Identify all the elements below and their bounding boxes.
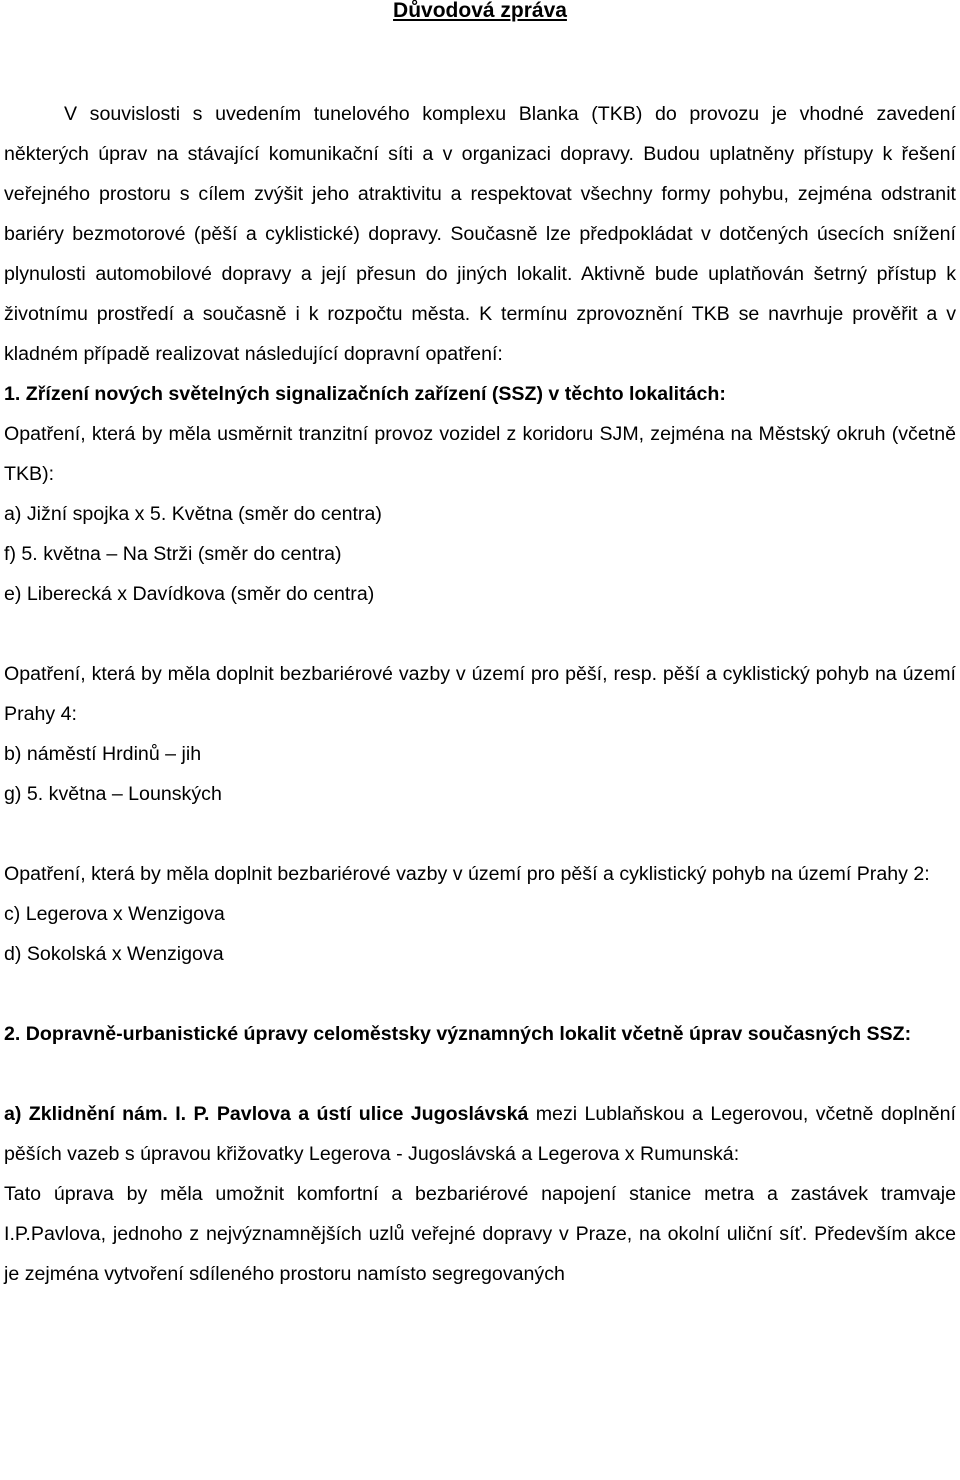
section-2-item-a-text: mezi Lublaňskou a Legerovou, včetně doplnění pěších vazeb s úpravou křižovatky Legerova - Jugoslávská a Legerova x Rumunská:	[4, 1103, 956, 1165]
document-title: Důvodová zpráva	[393, 0, 567, 22]
section-2-item-a-title: a) Zklidnění nám. I. P. Pavlova a ústí ulice Jugoslávská	[4, 1103, 529, 1125]
intro-paragraph: V souvislosti s uvedením tunelového komplexu Blanka (TKB) do provozu je vhodné zavedení některých úprav na stávající komunikační síti a v organizaci dopravy. Budou uplatněny přístupy k řešení veřejného prostoru s cílem zvýšit jeho atraktivitu a respektovat všechny formy pohybu, zejména odstranit bariéry bezmotorové (pěší a cyklistické) dopravy. Současně lze předpokládat v dotčených úsecích snížení plynulosti automobilové dopravy a její přesun do jiných lokalit. Aktivně bude uplatňován šetrný přístup k životnímu prostředí a současně i k rozpočtu města. K termínu zprovoznění TKB se navrhuje prověřit a v kladném případě realizovat následující dopravní opatření:	[4, 103, 956, 365]
list-item: e) Liberecká x Davídkova (směr do centra)	[4, 583, 375, 605]
section-2-item-a	[4, 1094, 956, 1174]
section-2-paragraph: Tato úprava by měla umožnit komfortní a bezbariérové napojení stanice metra a zastávek tramvaje I.P.Pavlova, jednoho z nejvýznamnějších uzlů veřejné dopravy v Praze, na okolní uliční síť. Především akce je zejména vytvoření sdíleného prostoru namísto segregovaných	[4, 1183, 956, 1285]
paragraph-gap	[4, 814, 956, 854]
paragraph-gap	[4, 974, 956, 1014]
section-1-group-1-text: Opatření, která by měla usměrnit tranzitní provoz vozidel z koridoru SJM, zejména na Městský okruh (včetně TKB):	[4, 423, 956, 485]
list-item: c) Legerova x Wenzigova	[4, 903, 225, 925]
list-item: d) Sokolská x Wenzigova	[4, 943, 224, 965]
list-item: f) 5. května – Na Strži (směr do centra)	[4, 543, 342, 565]
section-1-group-3-text: Opatření, která by měla doplnit bezbariérové vazby v území pro pěší a cyklistický pohyb na území Prahy 2:	[4, 863, 930, 885]
section-1-heading: 1. Zřízení nových světelných signalizačních zařízení (SSZ) v těchto lokalitách:	[4, 383, 726, 405]
paragraph-gap	[4, 614, 956, 654]
document-body	[4, 94, 956, 1294]
list-item: g) 5. května – Lounských	[4, 783, 222, 805]
list-item: b) náměstí Hrdinů – jih	[4, 743, 202, 765]
list-item: a) Jižní spojka x 5. Května (směr do centra)	[4, 503, 382, 525]
paragraph-gap	[4, 1054, 956, 1094]
section-1-group-2-text: Opatření, která by měla doplnit bezbariérové vazby v území pro pěší, resp. pěší a cyklistický pohyb na území Prahy 4:	[4, 663, 956, 725]
section-2-heading: 2. Dopravně-urbanistické úpravy celoměstsky významných lokalit včetně úprav současných SSZ:	[4, 1023, 912, 1045]
